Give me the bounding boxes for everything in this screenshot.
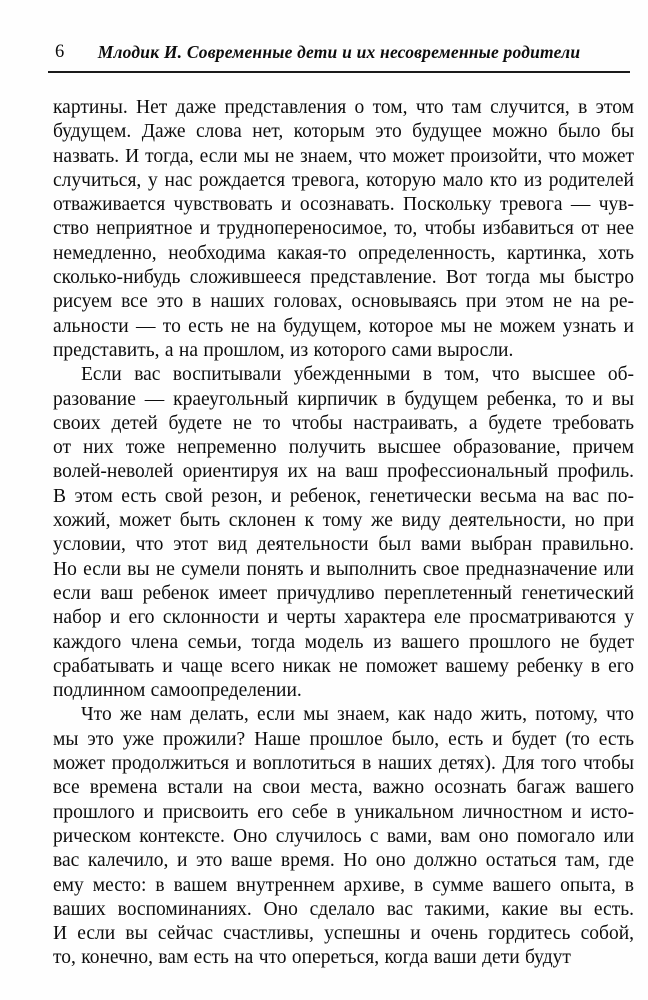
text-line: хожий, может быть склонен к тому же виду деятельности, но при	[53, 510, 634, 532]
text-line: вас калечило, и это ваше время. Но оно должно остаться там, где	[53, 850, 634, 872]
text-line: сколько-нибудь сложившееся представление. Вот тогда мы быстро	[53, 267, 634, 289]
text-line: В этом есть свой резон, и ребенок, генетически весьма на вас по-	[53, 485, 634, 507]
text-line: ваших воспоминаниях. Оно сделало вас такими, какие вы есть.	[53, 898, 634, 920]
text-line: от них тоже непременно получить высшее образование, причем	[53, 437, 634, 459]
paragraph	[53, 703, 634, 970]
text-line: случиться, у нас рождается тревога, которую мало кто из родителей	[53, 169, 634, 191]
text-line: немедленно, необходима какая-то определенность, картинка, хоть	[53, 242, 634, 264]
text-line: будущем. Даже слова нет, которым это будущее можно было бы	[53, 121, 634, 143]
text-line: представить, а на прошлом, из которого сами выросли.	[53, 339, 514, 361]
text-line: назвать. И тогда, если мы не знаем, что может произойти, что может	[53, 145, 634, 167]
text-line: своих детей будете не то чтобы настраивать, а будете требовать	[53, 412, 634, 434]
text-line: картины. Нет даже представления о том, что там случится, в этом	[53, 97, 634, 118]
text-line: все времена встали на свои места, важно осознать багаж вашего	[53, 777, 634, 799]
text-line: может продолжиться и воплотиться в наших детях). Для того чтобы	[53, 753, 634, 775]
paragraph	[53, 363, 634, 703]
text-line: Но если вы не сумели понять и выполнить свое предназначение или	[53, 558, 634, 580]
header-rule	[48, 71, 630, 73]
text-line: каждого члена семьи, тогда модель из вашего прошлого не будет	[53, 631, 634, 653]
text-block	[53, 96, 634, 971]
text-line: условии, что этот вид деятельности был вами выбран правильно.	[53, 534, 634, 556]
text-line: рисуем все это в наших головах, основываясь при этом не на ре-	[53, 291, 634, 313]
text-line: Если вас воспитывали убежденными в том, что высшее об-	[81, 364, 634, 386]
text-line: отваживается чувствовать и осознавать. Поскольку тревога — чув-	[53, 194, 634, 216]
text-line: рическом контексте. Оно случилось с вами, вам оно помогало или	[53, 825, 634, 847]
text-line: ство неприятное и труднопереносимое, то, чтобы избавиться от нее	[53, 218, 634, 240]
text-line: если ваш ребенок имеет причудливо переплетенный генетический	[53, 582, 634, 604]
running-head	[48, 42, 630, 66]
page-number: 6	[55, 42, 65, 62]
text-line: мы это уже прожили? Наше прошлое было, есть и будет (то есть	[53, 728, 634, 750]
text-line: Что же нам делать, если мы знаем, как надо жить, потому, что	[81, 704, 634, 726]
text-line: волей-неволей ориентируя их на ваш профессиональный профиль.	[53, 461, 634, 483]
text-line: разование — краеугольный кирпичик в будущем ребенка, то и вы	[53, 388, 634, 410]
text-line: срабатывать и чаще всего никак не поможет вашему ребенку в его	[53, 655, 634, 677]
running-title: Млодик И. Современные дети и их несовременные родители	[97, 42, 581, 62]
text-line: прошлого и присвоить его себе в уникальном личностном и исто-	[53, 801, 634, 823]
text-line: подлинном самоопределении.	[53, 680, 302, 702]
text-line: И если вы сейчас счастливы, успешны и очень гордитесь собой,	[53, 923, 634, 945]
text-line: ему место: в вашем внутреннем архиве, в сумме вашего опыта, в	[53, 874, 634, 896]
text-line: набор и его склонности и черты характера еле просматриваются у	[53, 607, 634, 629]
text-line: альности — то есть не на будущем, которое мы не можем узнать и	[53, 315, 634, 337]
text-line: то, конечно, вам есть на что опереться, когда ваши дети будут	[53, 947, 571, 969]
paragraph	[53, 96, 634, 363]
